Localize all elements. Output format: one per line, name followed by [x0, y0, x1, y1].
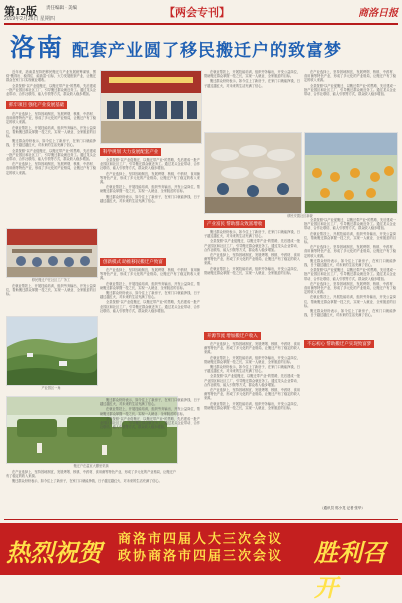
para: 搬迁群众纷纷表示，如今住上了新房子，在家门口就能挣钱，日子越过越红火，对未来的生活充满了信心。 — [12, 479, 162, 484]
subhead-5: 开源节流 增加搬迁户收入 — [204, 332, 261, 340]
photo-factory-image — [7, 229, 97, 277]
article-column-2 — [100, 158, 200, 256]
banner-line-2: 政协商洛市四届三次会议 — [117, 548, 283, 563]
para: 搬迁群众纷纷表示，如今住上了新房子，在家门口就能挣钱，日子越过越红火，对未来的生活充满了信心。 — [204, 79, 300, 88]
article-column-7 — [304, 218, 396, 498]
para: 搬迁群众纷纷表示，如今住上了新房子，在家门口就能挣钱，日子越过越红火，对未来的生活充满了信心。 — [100, 291, 200, 300]
newspaper-logo: 商洛日报 — [358, 8, 398, 19]
subhead-3: 创新模式 助推移民搬迁户致富 — [100, 258, 166, 266]
article-column-3 — [204, 70, 300, 130]
masthead — [4, 3, 398, 25]
headline-place: 洛南 — [10, 35, 65, 62]
para: 在就业帮扶上，开展技能培训，组织劳务输出，开发公益岗位，帮助搬迁群众掌握一技之长，实现一人就业、全家脱贫的目标。 — [6, 125, 96, 139]
para: 在就业帮扶上，开展技能培训，组织劳务输出，开发公益岗位，帮助搬迁群众掌握一技之长，实现一人就业、全家脱贫的目标。 — [100, 185, 200, 194]
photo-meeting-image — [101, 71, 201, 143]
para: 在就业帮扶上，开展技能培训，组织劳务输出，开发公益岗位，帮助搬迁群众掌握一技之长，实现一人就业、全家脱贫的目标。 — [304, 295, 396, 308]
headline-main: 配套产业圆了移民搬迁户的致富梦 — [72, 41, 343, 60]
photo-meeting — [100, 70, 202, 144]
caption-2: 产业园区一角 — [41, 386, 61, 390]
article-column-5 — [204, 230, 300, 330]
para: 全县按照“以产业促搬迁、以搬迁带产业”的思路，先后建成一批产业园区和社区工厂，引导搬迁群众就近务工。通过龙头企业带动、合作社联结、能人引领等方式，群众收入稳步增加。 — [304, 218, 396, 231]
subhead-1: 抓牢项目 强化产业发展基础 — [6, 101, 67, 109]
congratulation-banner — [0, 523, 402, 602]
article-column-1b — [6, 284, 96, 314]
section-title: 【两会专刊】 — [164, 7, 230, 19]
article-column-2b — [100, 268, 200, 392]
lead-text: 近年来，洛南县坚持把移民搬迁与产业发展统筹谋划，围绕“搬得出、稳得住、能致富”目标，大力发展配套产业，让搬迁群众在家门口实现就业增收。 — [6, 70, 96, 83]
article-column-1 — [6, 112, 96, 227]
para: 搬迁群众纷纷表示，如今住上了新房子，在家门口就能挣钱，日子越过越红火，对未来的生活充满了信心。 — [204, 230, 300, 239]
para: 在就业帮扶上，开展技能培训，组织劳务输出，开发公益岗位，帮助搬迁群众掌握一技之长，实现一人就业、全家脱贫的目标。 — [100, 407, 200, 416]
banner-line-1: 商洛市四届人大三次会议 — [117, 531, 283, 546]
para: 在产业选择上，坚持因地制宜，发展烤烟、核桃、中药材、食用菌等特色产业，形成了多元化的产业格局，让搬迁户有了稳定的收入来源。 — [100, 171, 200, 185]
photo-landscape-image — [7, 317, 97, 385]
para: 全县按照“以产业促搬迁、以搬迁带产业”的思路，先后建成一批产业园区和社区工厂，引导搬迁群众就近务工。通过龙头企业带动、合作社联结、能人引领等方式，群众收入稳步增加。 — [100, 300, 200, 313]
para: 在产业选择上，坚持因地制宜，发展烤烟、核桃、中药材、食用菌等特色产业，形成了多元化的产业格局，让搬迁户有了稳定的收入来源。 — [6, 162, 96, 175]
subhead-2: 科学规划 大力发展配套产业 — [100, 148, 161, 156]
dateline: 2019年2月26日 星期四 — [4, 16, 55, 22]
photo-landscape — [6, 316, 98, 386]
para: 在就业帮扶上，开展技能培训，组织劳务输出，开发公益岗位，帮助搬迁群众掌握一技之长，实现一人就业、全家脱贫的目标。 — [204, 266, 300, 275]
banner-right: 胜利召开 — [314, 541, 386, 602]
article-column-6 — [204, 342, 300, 512]
para: 搬迁群众纷纷表示，如今住上了新房子，在家门口就能挣钱，日子越过越红火，对未来的生活充满了信心。 — [204, 365, 300, 374]
para: 在产业选择上，坚持因地制宜，发展烤烟、核桃、中药材、食用菌等特色产业，形成了多元化的产业格局，让搬迁户有了稳定的收入来源。 — [100, 268, 200, 281]
para: 全县按照“以产业促搬迁、以搬迁带产业”的思路，先后建成一批产业园区和社区工厂，引导搬迁群众就近务工。通过龙头企业带动、合作社联结、能人引领等方式，群众收入稳步增加。 — [100, 416, 200, 430]
lead-text-2: 全县按照“以产业促搬迁、以搬迁带产业”的思路，先后建成一批产业园区和社区工厂，引导搬迁群众就近务工。通过龙头企业带动、合作社联结、能人引领等方式，群众收入稳步增加。 — [6, 83, 96, 97]
byline: （通讯员 郭小龙 记者 张华） — [320, 506, 365, 510]
para: 全县按照“以产业促搬迁、以搬迁带产业”的思路，先后建成一批产业园区和社区工厂，引导搬迁群众就近务工。通过龙头企业带动、合作社联结、能人引领等方式，群众收入稳步增加。 — [100, 158, 200, 171]
para: 在就业帮扶上，开展技能培训，组织劳务输出，开发公益岗位，帮助搬迁群众掌握一技之长，实现一人就业、全家脱贫的目标。 — [204, 401, 300, 410]
para: 在产业选择上，坚持因地制宜，发展烤烟、核桃、中药材、食用菌等特色产业，形成了多元化的产业格局，让搬迁户有了稳定的收入来源。 — [6, 470, 176, 479]
para: 在就业帮扶上，开展技能培训，组织劳务输出，开发公益岗位，帮助搬迁群众掌握一技之长，实现一人就业、全家脱贫的目标。 — [100, 281, 200, 290]
para: 在就业帮扶上，开展技能培训，组织劳务输出，开发公益岗位，帮助搬迁群众掌握一技之长，实现一人就业、全家脱贫的目标。 — [304, 231, 396, 245]
para: 在产业选择上，坚持因地制宜，发展烤烟、核桃、中药材、食用菌等特色产业，形成了多元化的产业格局，让搬迁户有了稳定的收入来源。 — [204, 253, 300, 266]
para: 搬迁群众纷纷表示，如今住上了新房子，在家门口就能挣钱，日子越过越红火，对未来的生活充满了信心。 — [100, 194, 200, 203]
banner-left: 热烈祝贺 — [6, 541, 102, 567]
para: 在产业选择上，坚持因地制宜，发展烤烟、核桃、中药材、食用菌等特色产业，形成了多元化的产业格局，让搬迁户有了稳定的收入来源。 — [204, 388, 300, 401]
para: 全县按照“以产业促搬迁、以搬迁带产业”的思路，先后建成一批产业园区和社区工厂，引导搬迁群众就近务工。通过龙头企业带动、合作社联结、能人引领等方式，群众收入稳步增加。 — [204, 239, 300, 252]
subhead-4: 产业富民 帮助群众致富增收 — [204, 220, 265, 228]
photo-factory — [6, 228, 98, 278]
para: 搬迁群众纷纷表示，如今住上了新房子，在家门口就能挣钱，日子越过越红火，对未来的生活充满了信心。 — [304, 258, 396, 268]
para: 在就业帮扶上，开展技能培训，组织劳务输出，开发公益岗位，帮助搬迁群众掌握一技之长，实现一人就业、全家脱贫的目标。 — [6, 284, 96, 297]
para: 搬迁群众纷纷表示，如今住上了新房子，在家门口就能挣钱，日子越过越红火，对未来的生活充满了信心。 — [100, 398, 200, 407]
para: 在就业帮扶上，开展技能培训，组织劳务输出，开发公益岗位，帮助搬迁群众掌握一技之长，实现一人就业、全家脱贫的目标。 — [204, 70, 300, 79]
photo-flowers — [304, 132, 398, 214]
caption-3: 搬迁户在温室大棚里采摘 — [73, 464, 109, 468]
caption-4: 移民安置社区新貌 — [287, 214, 313, 218]
para: 搬迁群众纷纷表示，如今住上了新房子，在家门口就能挣钱，日子越过越红火，对未来的生活充满了信心。 — [304, 309, 396, 318]
divider — [4, 519, 398, 520]
para: 搬迁群众纷纷表示，如今住上了新房子，在家门口就能挣钱，日子越过越红火，对未来的生活充满了信心。 — [6, 139, 96, 148]
para: 在产业选择上，坚持因地制宜，发展烤烟、核桃、中药材、食用菌等特色产业，形成了多元化的产业格局，让搬迁户有了稳定的收入来源。 — [304, 70, 396, 83]
para: 全县按照“以产业促搬迁、以搬迁带产业”的思路，先后建成一批产业园区和社区工厂，引导搬迁群众就近务工。通过龙头企业带动、合作社联结、能人引领等方式，群众收入稳步增加。 — [204, 374, 300, 387]
para: 全县按照“以产业促搬迁、以搬迁带产业”的思路，先后建成一批产业园区和社区工厂，引导搬迁群众就近务工。通过龙头企业带动、合作社联结、能人引领等方式，群众收入稳步增加。 — [304, 83, 396, 97]
photo-workers-image — [205, 133, 301, 213]
page-number: 第12版 — [4, 6, 37, 18]
photo-workers — [204, 132, 302, 214]
article-column-4 — [304, 70, 396, 130]
para: 全县按照“以产业促搬迁、以搬迁带产业”的思路，先后建成一批产业园区和社区工厂，引导搬迁群众就近务工。通过龙头企业带动、合作社联结、能人引领等方式，群众收入稳步增加。 — [304, 268, 396, 281]
photo-flowers-image — [305, 133, 397, 213]
staff-line: 责任编辑 · 美编 — [46, 5, 77, 10]
headline — [10, 28, 400, 62]
para: 在产业选择上，坚持因地制宜，发展烤烟、核桃、中药材、食用菌等特色产业，形成了多元化的产业格局，让搬迁户有了稳定的收入来源。 — [204, 342, 300, 355]
banner-middle — [98, 530, 303, 564]
caption-1: 移民搬迁户在社区工厂务工 — [31, 278, 71, 282]
subhead-6: 不忘初心 帮助搬迁户实现致富梦 — [304, 340, 374, 348]
para: 在就业帮扶上，开展技能培训，组织劳务输出，开发公益岗位，帮助搬迁群众掌握一技之长，实现一人就业、全家脱贫的目标。 — [204, 355, 300, 364]
para: 在产业选择上，坚持因地制宜，发展烤烟、核桃、中药材、食用菌等特色产业，形成了多元化的产业格局，让搬迁户有了稳定的收入来源。 — [304, 281, 396, 295]
article-column-9 — [6, 470, 176, 510]
para: 在产业选择上，坚持因地制宜，发展烤烟、核桃、中药材、食用菌等特色产业，形成了多元化的产业格局，让搬迁户有了稳定的收入来源。 — [304, 245, 396, 258]
para: 全县按照“以产业促搬迁、以搬迁带产业”的思路，先后建成一批产业园区和社区工厂，引导搬迁群众就近务工。通过龙头企业带动、合作社联结、能人引领等方式，群众收入稳步增加。 — [6, 148, 96, 162]
para: 在产业选择上，坚持因地制宜，发展烤烟、核桃、中药材、食用菌等特色产业，形成了多元化的产业格局，让搬迁户有了稳定的收入来源。 — [6, 112, 96, 125]
